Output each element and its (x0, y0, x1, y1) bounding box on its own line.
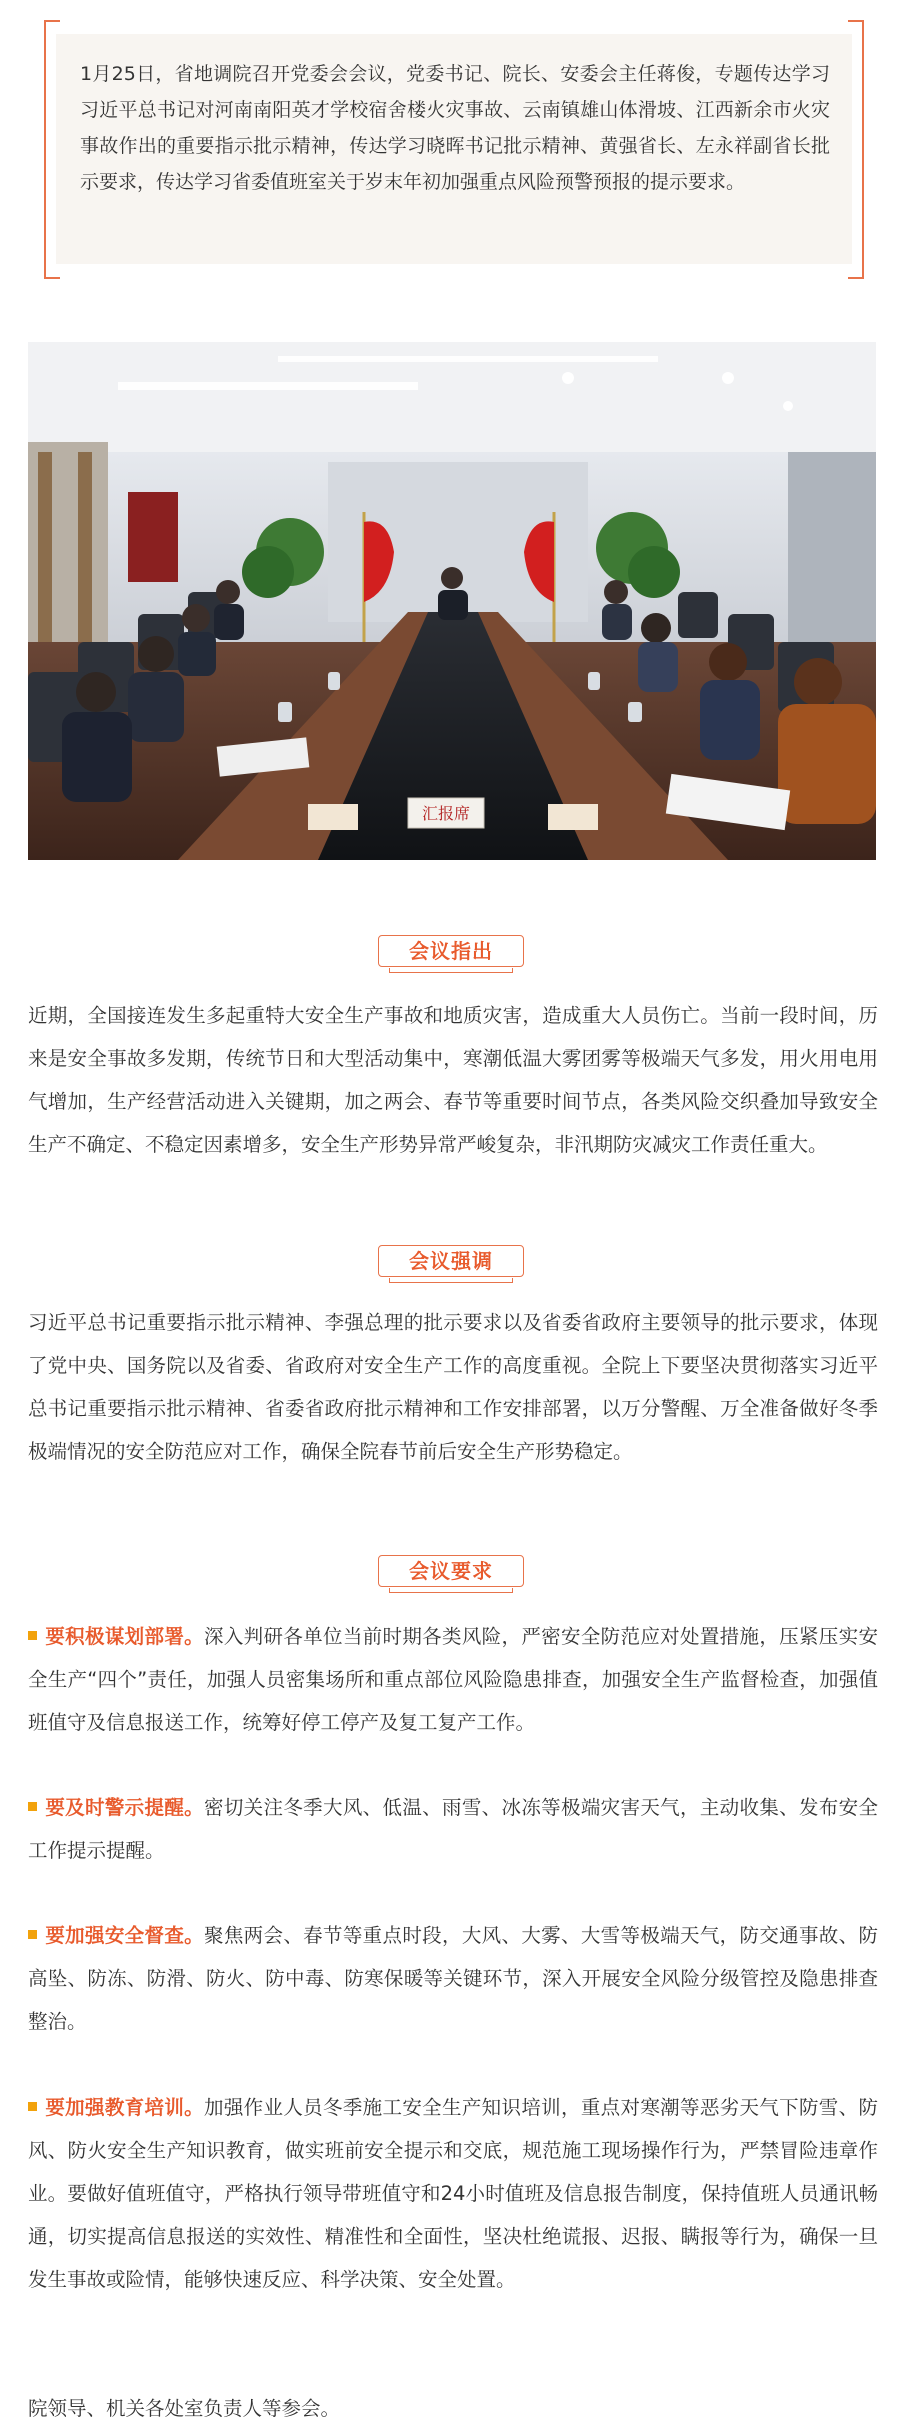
requirement-item (28, 1786, 878, 1872)
requirement-lead: 要及时警示提醒。 (45, 1796, 204, 1819)
closing-text: 院领导、机关各处室负责人等参会。 (28, 2397, 341, 2420)
requirement-text: 深入判研各单位当前时期各类风险，严密安全防范应对处置措施，压紧压实安全生产“四个”责任，加强人员密集场所和重点部位风险隐患排查，加强安全生产监督检查，加强值班值守及信息报送工作，统筹好停工停产及复工复产工作。 (28, 1625, 878, 1734)
requirement-item (28, 1914, 878, 2043)
paragraph-emphasized: 习近平总书记重要指示批示精神、李强总理的批示要求以及省委省政府主要领导的批示要求，体现了党中央、国务院以及省委、省政府对安全生产工作的高度重视。全院上下要坚决贯彻落实习近平总书记重要指示批示精神、省委省政府批示精神和工作安排部署，以万分警醒、万全准备做好冬季极端情况的安全防范应对工作，确保全院春节前后安全生产形势稳定。 (28, 1311, 878, 1463)
requirement-item (28, 1615, 878, 1744)
paragraph-pointed: 近期，全国接连发生多起重特大安全生产事故和地质灾害，造成重大人员伤亡。当前一段时间，历来是安全事故多发期，传统节日和大型活动集中，寒潮低温大雾团雾等极端天气多发，用火用电用气增加，生产经营活动进入关键期，加之两会、春节等重要时间节点，各类风险交织叠加导致安全生产不确定、不稳定因素增多，安全生产形势异常严峻复杂，非汛期防灾减灾工作责任重大。 (28, 1004, 878, 1156)
requirement-text: 密切关注冬季大风、低温、雨雪、冰冻等极端灾害天气，主动收集、发布安全工作提示提醒。 (28, 1796, 878, 1862)
bullet-square-icon (28, 1631, 37, 1640)
section-heading-label: 会议要求 (409, 1559, 493, 1583)
bullet-square-icon (28, 2102, 37, 2111)
meeting-photo (28, 342, 876, 860)
requirement-text: 聚焦两会、春节等重点时段，大风、大雾、大雪等极端天气，防交通事故、防高坠、防冻、防滑、防火、防中毒、防寒保暖等关键环节，深入开展安全风险分级管控及隐患排查整治。 (28, 1924, 878, 2033)
bullet-square-icon (28, 1930, 37, 1939)
bullet-square-icon (28, 1802, 37, 1811)
requirement-lead: 要积极谋划部署。 (45, 1625, 204, 1648)
requirement-item (28, 2086, 878, 2301)
section-heading-requirements (0, 1555, 904, 1595)
section-heading-label: 会议强调 (409, 1249, 493, 1273)
meeting-photo-illustration (28, 342, 876, 860)
section-heading-pointed (0, 935, 904, 975)
intro-text: 1月25日，省地调院召开党委会会议，党委书记、院长、安委会主任蒋俊，专题传达学习习近平总书记对河南南阳英才学校宿舍楼火灾事故、云南镇雄山体滑坡、江西新余市火灾事故作出的重要指示批示精神，传达学习晓晖书记批示精神、黄强省长、左永祥副省长批示要求，传达学习省委值班室关于岁末年初加强重点风险预警预报的提示要求。 (80, 63, 830, 193)
seat-sign-text: 汇报席 (421, 806, 471, 823)
section-heading-label: 会议指出 (409, 939, 493, 963)
requirement-text: 加强作业人员冬季施工安全生产知识培训，重点对寒潮等恶劣天气下防雪、防风、防火安全生产知识教育，做实班前安全提示和交底，规范施工现场操作行为，严禁冒险违章作业。要做好值班值守，严格执行领导带班值守和24小时值班及信息报告制度，保持值班人员通讯畅通，切实提高信息报送的实效性、精准性和全面性，坚决杜绝谎报、迟报、瞒报等行为，确保一旦发生事故或险情，能够快速反应、科学决策、安全处置。 (28, 2096, 878, 2291)
requirement-lead: 要加强安全督查。 (45, 1924, 204, 1947)
requirement-lead: 要加强教育培训。 (45, 2096, 204, 2119)
section-heading-emphasized (0, 1245, 904, 1285)
